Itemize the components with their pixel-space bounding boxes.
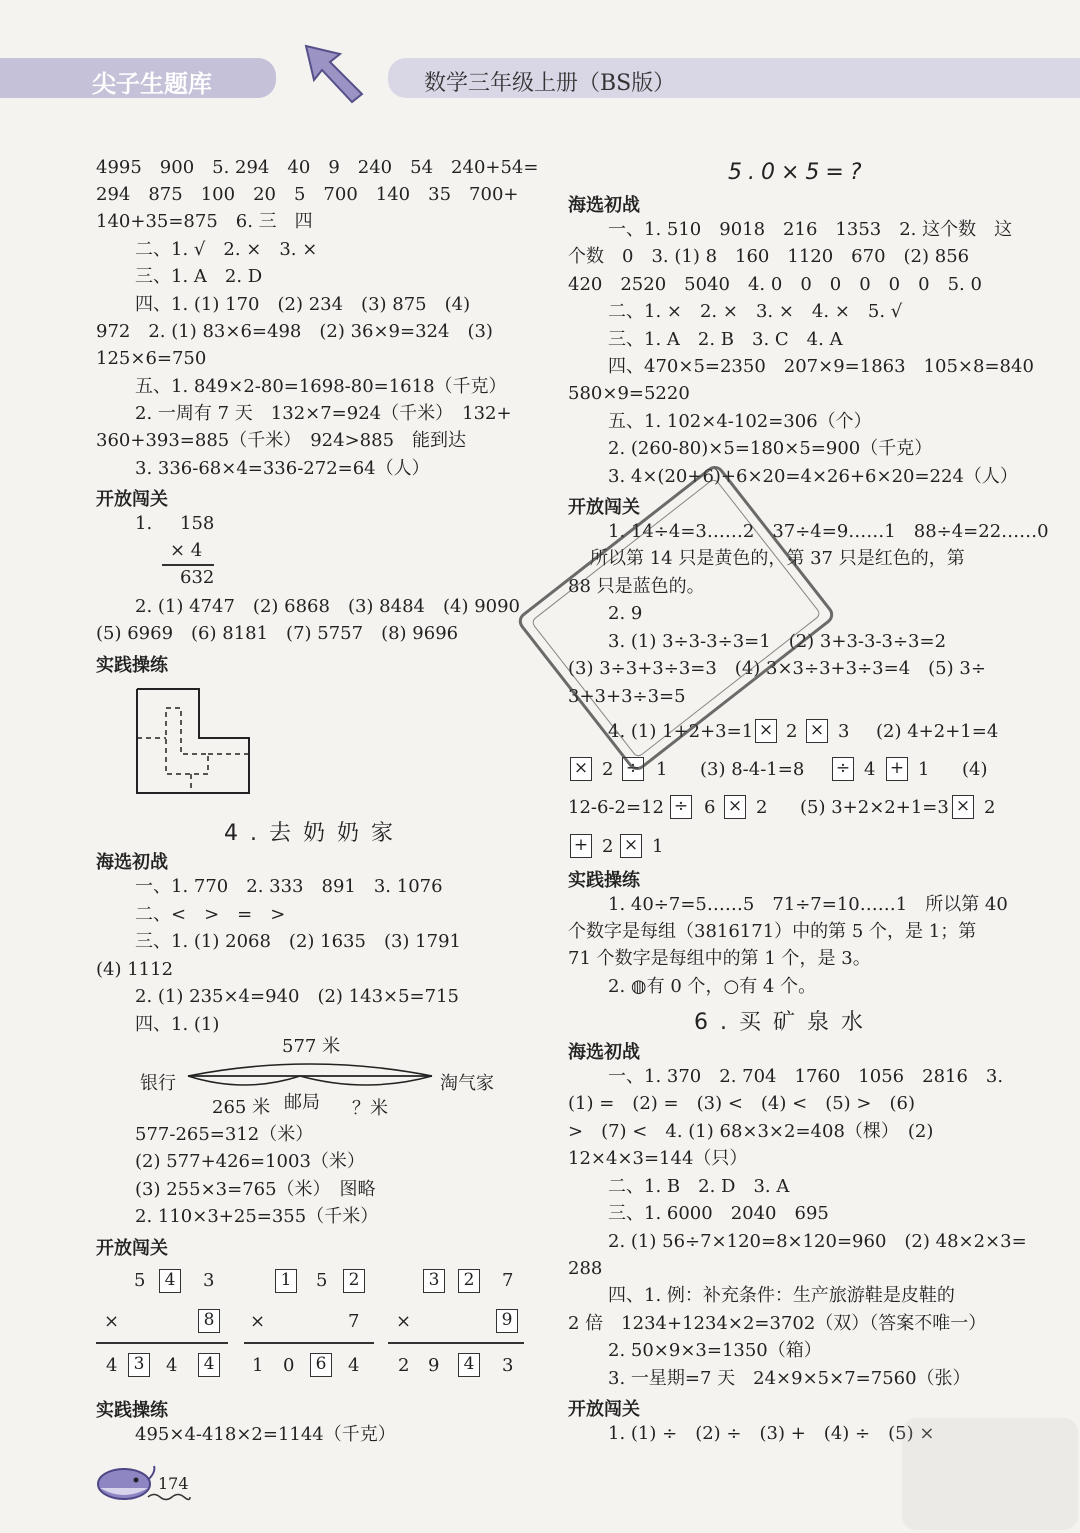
answer-line: 三、1. A 2. D bbox=[135, 266, 263, 287]
digit-box: 1 bbox=[275, 1269, 297, 1293]
answer-line: 一、1. 770 2. 333 891 3. 1076 bbox=[135, 876, 443, 897]
answer-line: (5) 3+2×2+1=3 bbox=[800, 797, 949, 818]
mult-line bbox=[162, 564, 214, 566]
diagram-total: 577 米 bbox=[282, 1036, 341, 1057]
digit-box: 9 bbox=[496, 1309, 518, 1333]
diagram-mid: 邮局 bbox=[284, 1092, 320, 1113]
answer-line: 3. 4×(20+6)+6×20=4×26+6×20=224（人） bbox=[608, 466, 1018, 487]
section-title: 4.去奶奶家 bbox=[224, 821, 405, 846]
answer-line: 2. 9 bbox=[608, 603, 643, 624]
op-box: × bbox=[570, 757, 592, 781]
section-heading: 开放闯关 bbox=[96, 1238, 168, 1259]
answer-line: 二、< > = > bbox=[135, 904, 286, 925]
mult-mid: × 4 bbox=[170, 540, 203, 561]
digit: 6 bbox=[704, 797, 716, 818]
answer-line: 五、1. 849×2-80=1698-80=1618（千克） bbox=[135, 376, 507, 397]
section-heading: 开放闯关 bbox=[96, 489, 168, 510]
answer-line: 四、1. (1) bbox=[135, 1014, 220, 1035]
answer-line: 2 倍 1234+1234×2=3702（双）（答案不唯一） bbox=[568, 1313, 987, 1334]
answer-line: 个数 0 3. (1) 8 160 1120 670 (2) 856 bbox=[568, 246, 970, 267]
digit: 2 bbox=[786, 721, 798, 742]
answer-line: (5) 6969 (6) 8181 (7) 5757 (8) 9696 bbox=[96, 623, 459, 644]
answer-line: 88 只是蓝色的。 bbox=[568, 576, 705, 597]
digit: 2 bbox=[398, 1355, 410, 1376]
book-title: 数学三年级上册（BS版） bbox=[424, 71, 676, 96]
digit: 5 bbox=[316, 1270, 328, 1291]
answer-line: 2. 110×3+25=355（千米） bbox=[135, 1206, 379, 1227]
answer-line: 125×6=750 bbox=[96, 348, 207, 369]
wave-decoration bbox=[146, 1492, 192, 1502]
op-box: ÷ bbox=[832, 757, 854, 781]
answer-line: 3. (1) 3÷3-3÷3=1 (2) 3+3-3-3÷3=2 bbox=[608, 631, 947, 652]
digit-box: 3 bbox=[128, 1353, 150, 1377]
watermark-badge bbox=[902, 1418, 1078, 1530]
answer-line: 1. (1) ÷ (2) ÷ (3) + (4) ÷ (5) × bbox=[608, 1423, 935, 1444]
answer-line: (3) 255×3=765（米） 图略 bbox=[135, 1179, 376, 1200]
digit: 1 bbox=[252, 1355, 264, 1376]
times-sign: × bbox=[250, 1311, 266, 1332]
puzzle-line bbox=[244, 1342, 374, 1344]
answer-line: (4) bbox=[962, 759, 988, 780]
puzzle-line bbox=[388, 1342, 524, 1344]
digit-box: 4 bbox=[159, 1269, 181, 1293]
section-title: 5.0×5=? bbox=[728, 160, 868, 185]
brand-title: 尖子生题库 bbox=[92, 70, 212, 98]
answer-line: (3) 3÷3+3÷3=3 (4) 3×3÷3+3÷3=4 (5) 3÷ bbox=[568, 658, 986, 679]
puzzle-line bbox=[96, 1342, 228, 1344]
answer-line: 三、1. 6000 2040 695 bbox=[608, 1203, 829, 1224]
diagram-seg1: 265 米 bbox=[212, 1097, 271, 1118]
section-heading: 实践操练 bbox=[96, 1400, 168, 1421]
answer-line: 1. 14÷4=3……2 37÷4=9……1 88÷4=22……0 bbox=[608, 521, 1049, 542]
shape-figure bbox=[136, 688, 252, 796]
digit-box: 2 bbox=[343, 1269, 365, 1293]
answer-line: (2) 577+426=1003（米） bbox=[135, 1151, 365, 1172]
digit: 2 bbox=[602, 836, 614, 857]
section-heading: 开放闯关 bbox=[568, 1399, 640, 1420]
answer-line: 12×4×3=144（只） bbox=[568, 1148, 748, 1169]
section-heading: 开放闯关 bbox=[568, 497, 640, 518]
mult-bottom: 632 bbox=[180, 567, 215, 588]
op-box: × bbox=[724, 795, 746, 819]
answer-line: 3+3+3÷3=5 bbox=[568, 686, 686, 707]
mult-label: 1. bbox=[135, 513, 153, 534]
answer-line: 个数字是每组（3816171）中的第 5 个，是 1；第 bbox=[568, 921, 977, 942]
answer-line: 12-6-2=12 bbox=[568, 797, 664, 818]
section-heading: 海选初战 bbox=[96, 852, 168, 873]
section-heading: 实践操练 bbox=[96, 655, 168, 676]
answer-line: (3) 8-4-1=8 bbox=[700, 759, 805, 780]
answer-line: 4. (1) 1+2+3=1 bbox=[608, 721, 754, 742]
answer-line: 71 个数字是每组中的第 1 个，是 3。 bbox=[568, 948, 871, 969]
answer-line: 三、1. A 2. B 3. C 4. A bbox=[608, 329, 843, 350]
op-box: × bbox=[755, 719, 777, 743]
digit-box: 6 bbox=[310, 1353, 332, 1377]
answer-line: (1) = (2) = (3) < (4) < (5) > (6) bbox=[568, 1093, 916, 1114]
arrow-icon bbox=[300, 40, 366, 106]
diagram-seg2: ？米 bbox=[352, 1098, 388, 1119]
answer-line: 1. 40÷7=5……5 71÷7=10……1 所以第 40 bbox=[608, 894, 1008, 915]
digit: 2 bbox=[984, 797, 996, 818]
answer-line: 495×4-418×2=1144（千克） bbox=[135, 1424, 396, 1445]
answer-line: 一、1. 510 9018 216 1353 2. 这个数 这 bbox=[608, 219, 1013, 240]
answer-line: 2. (1) 56÷7×120=8×120=960 (2) 48×2×3= bbox=[608, 1231, 1027, 1252]
section-heading: 海选初战 bbox=[568, 195, 640, 216]
digit-box: 2 bbox=[458, 1269, 480, 1293]
op-box: × bbox=[952, 795, 974, 819]
answer-line: 二、1. × 2. × 3. × 4. × 5. √ bbox=[608, 301, 903, 322]
digit: 4 bbox=[106, 1355, 118, 1376]
digit-box: 3 bbox=[423, 1269, 445, 1293]
digit: 7 bbox=[348, 1311, 360, 1332]
answer-line: 所以第 14 只是黄色的，第 37 只是红色的，第 bbox=[590, 548, 965, 569]
answer-line: 3. 一星期=7 天 24×9×5×7=7560（张） bbox=[608, 1368, 971, 1389]
answer-line: 360+393=885（千米） 924>885 能到达 bbox=[96, 430, 467, 451]
digit: 1 bbox=[918, 759, 930, 780]
answer-line: 2. ◍有 0 个，○有 4 个。 bbox=[608, 976, 817, 997]
answer-line: 580×9=5220 bbox=[568, 383, 690, 404]
digit: 1 bbox=[656, 759, 668, 780]
op-box: ÷ bbox=[670, 795, 692, 819]
digit: 9 bbox=[428, 1355, 440, 1376]
digit: 3 bbox=[502, 1355, 514, 1376]
answer-line: 2. (260-80)×5=180×5=900（千克） bbox=[608, 438, 933, 459]
line-diagram bbox=[180, 1056, 440, 1096]
answer-line: 294 875 100 20 5 700 140 35 700+ bbox=[96, 184, 519, 205]
watermark-logo bbox=[902, 1418, 1078, 1530]
digit: 2 bbox=[602, 759, 614, 780]
answer-line: 3. 336-68×4=336-272=64（人） bbox=[135, 458, 430, 479]
diagram-left: 银行 bbox=[140, 1073, 176, 1094]
answer-line: 2. 一周有 7 天 132×7=924（千米） 132+ bbox=[135, 403, 512, 424]
op-box: ÷ bbox=[622, 757, 644, 781]
times-sign: × bbox=[396, 1311, 412, 1332]
answer-line: 140+35=875 6. 三 四 bbox=[96, 211, 313, 232]
answer-line: 二、1. B 2. D 3. A bbox=[608, 1176, 790, 1197]
digit: 4 bbox=[166, 1355, 178, 1376]
digit-box: 8 bbox=[198, 1309, 220, 1333]
diagram-right: 淘气家 bbox=[440, 1073, 494, 1094]
digit: 0 bbox=[283, 1355, 295, 1376]
digit: 5 bbox=[134, 1270, 146, 1291]
answer-line: 2. 50×9×3=1350（箱） bbox=[608, 1340, 822, 1361]
digit: 4 bbox=[864, 759, 876, 780]
answer-line: 四、470×5=2350 207×9=1863 105×8=840 bbox=[608, 356, 1034, 377]
answer-line: 五、1. 102×4-102=306（个） bbox=[608, 411, 872, 432]
mult-top: 158 bbox=[180, 513, 215, 534]
answer-line: 420 2520 5040 4. 0 0 0 0 0 0 5. 0 bbox=[568, 274, 982, 295]
page-number: 174 bbox=[158, 1474, 189, 1493]
answer-line: 4995 900 5. 294 40 9 240 54 240+54= bbox=[96, 157, 539, 178]
answer-line: > (7) < 4. (1) 68×3×2=408（棵） (2) bbox=[568, 1121, 934, 1142]
answer-line: 972 2. (1) 83×6=498 (2) 36×9=324 (3) bbox=[96, 321, 493, 342]
answer-line: (4) 1112 bbox=[96, 959, 174, 980]
stamp-inner-border bbox=[530, 477, 822, 758]
digit: 1 bbox=[652, 836, 664, 857]
digit-box: 4 bbox=[198, 1353, 220, 1377]
digit-box: 4 bbox=[458, 1353, 480, 1377]
op-box: + bbox=[886, 757, 908, 781]
op-box: + bbox=[570, 834, 592, 858]
op-box: × bbox=[806, 719, 828, 743]
answer-line: 2. (1) 4747 (2) 6868 (3) 8484 (4) 9090 bbox=[135, 596, 521, 617]
answer-line: 四、1. (1) 170 (2) 234 (3) 875 (4) bbox=[135, 294, 471, 315]
section-heading: 实践操练 bbox=[568, 870, 640, 891]
answer-line: 2. (1) 235×4=940 (2) 143×5=715 bbox=[135, 986, 459, 1007]
answer-line: 三、1. (1) 2068 (2) 1635 (3) 1791 bbox=[135, 931, 461, 952]
answer-line: 一、1. 370 2. 704 1760 1056 2816 3. bbox=[608, 1066, 1004, 1087]
digit: 3 bbox=[203, 1270, 215, 1291]
op-box: × bbox=[620, 834, 642, 858]
digit: 2 bbox=[756, 797, 768, 818]
times-sign: × bbox=[104, 1311, 120, 1332]
digit: 4 bbox=[348, 1355, 360, 1376]
answer-line: 577-265=312（米） bbox=[135, 1124, 314, 1145]
answer-line: (2) 4+2+1=4 bbox=[876, 721, 999, 742]
section-heading: 海选初战 bbox=[568, 1042, 640, 1063]
answer-line: 四、1. 例：补充条件：生产旅游鞋是皮鞋的 bbox=[608, 1285, 955, 1306]
digit: 7 bbox=[502, 1270, 514, 1291]
digit: 3 bbox=[838, 721, 850, 742]
answer-line: 二、1. √ 2. × 3. × bbox=[135, 239, 318, 260]
section-title: 6.买矿泉水 bbox=[694, 1010, 875, 1035]
answer-line: 288 bbox=[568, 1258, 603, 1279]
